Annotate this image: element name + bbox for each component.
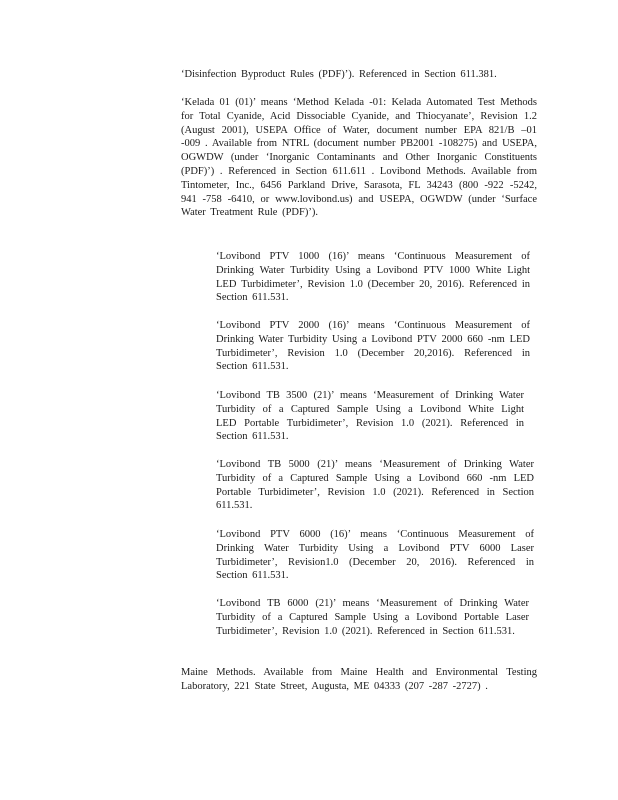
paragraph-lovibond-tb-5000: ‘Lovibond TB 5000 (21)’ means ‘Measurement of Drinking Water Turbidity of a Captured Sample Using a Lovibond 660 -nm LED Portable Turbidimeter’, Revision 1.0 (2021). Referenced in Section 611.531.: [216, 459, 534, 512]
paragraph-kelada-01: ‘Kelada 01 (01)’ means ‘Method Kelada -01: Kelada Automated Test Methods for Total Cyanide, Acid Dissociable Cyanide, and Thiocyanate’, Revision 1.2 (August 2001), USEPA Office of Water, document number EPA 821/B –01 -009 . Available from NTRL (document number PB2001 -108275) and USEPA, OGWDW (under ‘Inorganic Contaminants and Other Inorganic Constituents (PDF)’) . Referenced in Section 611.611 . Lovibond Methods. Available from Tintometer, Inc., 6456 Parkland Drive, Sarasota, FL 34243 (800 -922 -5242, 941 -758 -6410, or www.lovibond.us) and USEPA, OGWDW (under ‘Surface Water Treatment Rule (PDF)’).: [181, 97, 537, 219]
paragraph-lovibond-tb-6000: ‘Lovibond TB 6000 (21)’ means ‘Measurement of Drinking Water Turbidity of a Captured Sample Using a Lovibond Portable Laser Turbidimeter’, Revision 1.0 (2021). Referenced in Section 611.531.: [216, 598, 529, 637]
paragraph-maine-methods: Maine Methods. Available from Maine Health and Environmental Testing Laboratory, 221 State Street, Augusta, ME 04333 (207 -287 -2727) .: [181, 667, 537, 692]
paragraph-lovibond-ptv-6000: ‘Lovibond PTV 6000 (16)’ means ‘Continuous Measurement of Drinking Water Turbidity Using a Lovibond PTV 6000 Laser Turbidimeter’, Revision1.0 (December 20, 2016). Referenced in Section 611.531.: [216, 529, 534, 582]
paragraph-lovibond-tb-3500: ‘Lovibond TB 3500 (21)’ means ‘Measurement of Drinking Water Turbidity of a Captured Sample Using a Lovibond White Light LED Portable Turbidimeter’, Revision 1.0 (2021). Referenced in Section 611.531.: [216, 390, 524, 443]
paragraph-lovibond-ptv-2000: ‘Lovibond PTV 2000 (16)’ means ‘Continuous Measurement of Drinking Water Turbidity Using a Lovibond PTV 2000 660 -nm LED Turbidimeter’, Revision 1.0 (December 20,2016). Referenced in Section 611.531.: [216, 320, 530, 373]
paragraph-lovibond-ptv-1000: ‘Lovibond PTV 1000 (16)’ means ‘Continuous Measurement of Drinking Water Turbidity Using a Lovibond PTV 1000 White Light LED Turbidimeter’, Revision 1.0 (December 20, 2016). Referenced in Section 611.531.: [216, 251, 530, 304]
paragraph-dbp-rules-reference: ‘Disinfection Byproduct Rules (PDF)’). Referenced in Section 611.381.: [181, 69, 497, 80]
